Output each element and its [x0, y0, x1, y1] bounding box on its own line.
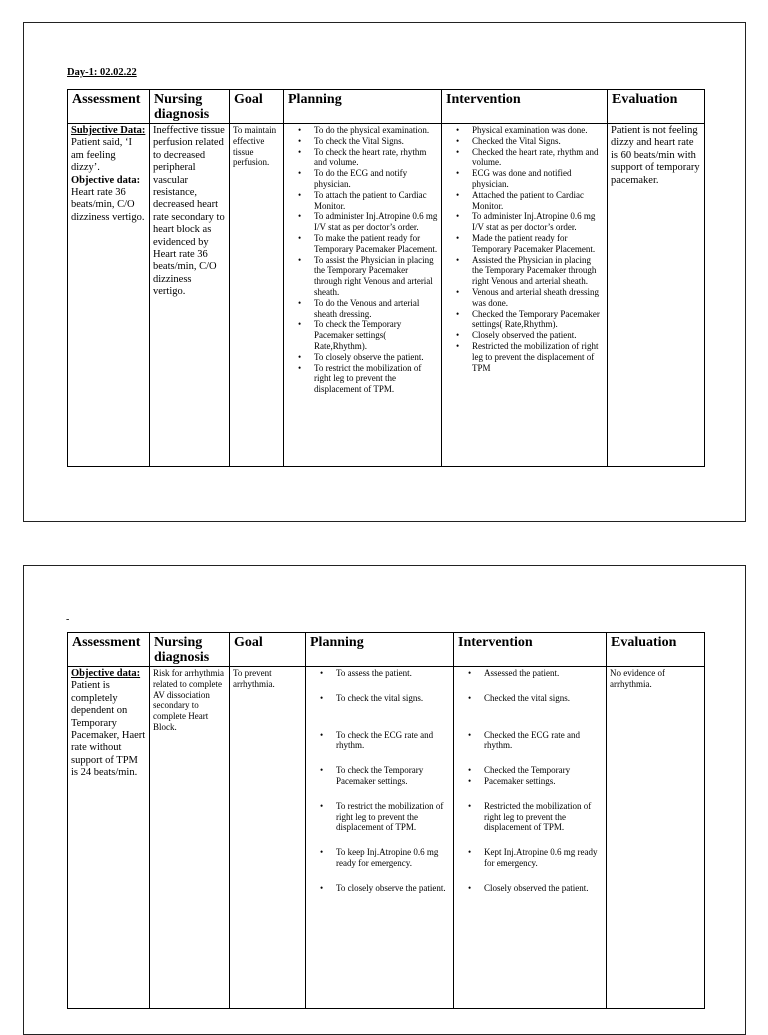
list-item: • To do the ECG and notify physician. — [314, 168, 438, 190]
header-planning: Planning — [306, 633, 454, 667]
evaluation-cell: No evidence of arrhythmia. — [607, 667, 705, 1009]
list-item: • Attached the patient to Cardiac Monitor. — [472, 190, 604, 212]
day-heading: Day-1: 02.02.22 — [67, 67, 137, 78]
list-item: • To closely observe the patient. — [336, 883, 450, 894]
subjective-label: Subjective Data: — [71, 125, 146, 136]
intervention-list — [445, 125, 604, 373]
goal-cell: To prevent arrhythmia. — [230, 667, 306, 1009]
objective-text: Patient is completely dependent on Temporary Pacemaker, Haert rate without support of TPM is 24 beats/min. — [71, 680, 146, 779]
list-item: • Checked the Temporary Pacemaker settings( Rate,Rhythm). — [472, 309, 604, 331]
list-item: • To do the physical examination. — [314, 125, 438, 136]
diagnosis-cell: Ineffective tissue perfusion related to decreased peripheral vascular resistance, decreased heart rate secondary to heart block as evidenced by Heart rate 36 beats/min, C/O dizziness vertigo. — [150, 124, 230, 467]
list-item: • To check the Temporary Pacemaker settings. — [336, 765, 450, 787]
list-item: • To administer Inj.Atropine 0.6 mg I/V stat as per doctor’s order. — [472, 211, 604, 233]
header-evaluation: Evaluation — [608, 90, 705, 124]
list-item: • Checked the vital signs. — [484, 693, 603, 704]
list-item: • To closely observe the patient. — [314, 352, 438, 363]
list-item: • Checked the Temporary — [484, 765, 603, 776]
list-item: • To assist the Physician in placing the Temporary Pacemaker through right Venous and arterial sheath. — [314, 255, 438, 298]
list-item: • Closely observed the patient. — [472, 330, 604, 341]
list-item: • To do the Venous and arterial sheath dressing. — [314, 298, 438, 320]
header-planning: Planning — [284, 90, 442, 124]
care-plan-page-1 — [23, 22, 746, 522]
list-item: • Assessed the patient. — [484, 668, 603, 679]
care-plan-table-2 — [67, 632, 705, 1009]
list-item: • Assisted the Physician in placing the Temporary Pacemaker through right Venous and arterial sheath. — [472, 255, 604, 287]
list-item: • To administer Inj.Atropine 0.6 mg I/V stat as per doctor’s order. — [314, 211, 438, 233]
list-item: • Checked the heart rate, rhythm and volume. — [472, 147, 604, 169]
list-item: • To check the ECG rate and rhythm. — [336, 730, 450, 752]
list-item: • Made the patient ready for Temporary Pacemaker Placement. — [472, 233, 604, 255]
list-item: • Checked the Vital Signs. — [472, 136, 604, 147]
header-nursing-diagnosis: Nursing diagnosis — [150, 633, 230, 667]
table-row — [68, 124, 705, 467]
goal-cell: To maintain effective tissue perfusion. — [230, 124, 284, 467]
care-plan-page-2 — [23, 565, 746, 1035]
header-nursing-diagnosis: Nursing diagnosis — [150, 90, 230, 124]
list-item: • To keep Inj.Atropine 0.6 mg ready for emergency. — [336, 847, 450, 869]
assessment-cell — [68, 667, 150, 1009]
list-item: • ECG was done and notified physician. — [472, 168, 604, 190]
diagnosis-cell: Risk for arrhythmia related to complete AV dissociation secondary to complete Heart Block. — [150, 667, 230, 1009]
intervention-cell — [442, 124, 608, 467]
list-item: • Restricted the mobilization of right leg to prevent the displacement of TPM. — [484, 801, 603, 833]
list-item: • To attach the patient to Cardiac Monitor. — [314, 190, 438, 212]
table-row — [68, 667, 705, 1009]
list-item: • To check the heart rate, rhythm and volume. — [314, 147, 438, 169]
header-assessment: Assessment — [68, 90, 150, 124]
subjective-text: Patient said, ‘I am feeling dizzy’. — [71, 137, 132, 174]
list-item: • Kept Inj.Atropine 0.6 mg ready for emergency. — [484, 847, 603, 869]
planning-cell — [306, 667, 454, 1009]
planning-list — [309, 668, 450, 894]
header-goal: Goal — [230, 633, 306, 667]
list-item: • To check the Temporary Pacemaker settings( Rate,Rhythm). — [314, 319, 438, 351]
list-item: • To check the vital signs. — [336, 693, 450, 704]
care-plan-table-1 — [67, 89, 705, 467]
list-item: • Physical examination was done. — [472, 125, 604, 136]
list-item: • Checked the ECG rate and rhythm. — [484, 730, 603, 752]
header-assessment: Assessment — [68, 633, 150, 667]
assessment-cell — [68, 124, 150, 467]
planning-cell — [284, 124, 442, 467]
header-intervention: Intervention — [454, 633, 607, 667]
objective-label: Objective data: — [71, 174, 141, 186]
list-item: • Venous and arterial sheath dressing was done. — [472, 287, 604, 309]
page-dash: - — [66, 614, 70, 625]
table-header-row — [68, 90, 705, 124]
planning-list — [287, 125, 438, 395]
intervention-list — [457, 668, 603, 894]
table-header-row — [68, 633, 705, 667]
objective-text: Heart rate 36 beats/min, C/O dizziness vertigo. — [71, 187, 145, 223]
list-item: • To restrict the mobilization of right leg to prevent the displacement of TPM. — [314, 363, 438, 395]
list-item: • Closely observed the patient. — [484, 883, 603, 894]
list-item: • To assess the patient. — [336, 668, 450, 679]
list-item: • To make the patient ready for Temporary Pacemaker Placement. — [314, 233, 438, 255]
list-item: • To restrict the mobilization of right leg to prevent the displacement of TPM. — [336, 801, 450, 833]
objective-label: Objective data: — [71, 668, 141, 679]
list-item: • Restricted the mobilization of right leg to prevent the displacement of TPM — [472, 341, 604, 373]
list-item: • To check the Vital Signs. — [314, 136, 438, 147]
list-item: • Pacemaker settings. — [484, 776, 603, 787]
intervention-cell — [454, 667, 607, 1009]
evaluation-cell: Patient is not feeling dizzy and heart rate is 60 beats/min with support of temporary pacemaker. — [608, 124, 705, 467]
header-goal: Goal — [230, 90, 284, 124]
header-evaluation: Evaluation — [607, 633, 705, 667]
header-intervention: Intervention — [442, 90, 608, 124]
